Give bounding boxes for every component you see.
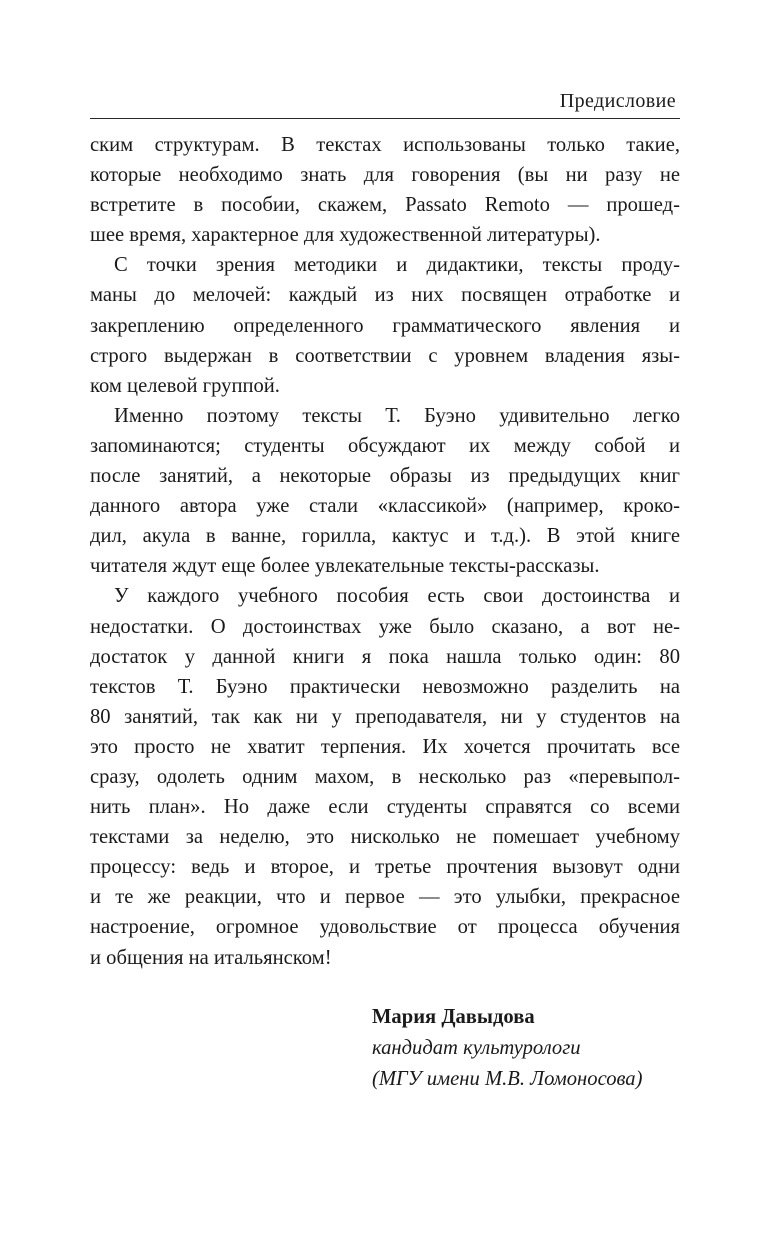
text-line: текстов Т. Буэно практически невозможно разделить на <box>90 675 680 698</box>
text-line: и те же реакции, что и первое — это улыбки, прекрасное <box>90 886 680 909</box>
text-line: процессу: ведь и второе, и третье прочтения вызовут одни <box>90 856 680 879</box>
text-line: С точки зрения методики и дидактики, тексты проду- <box>114 254 680 277</box>
text-line: настроение, огромное удовольствие от процесса обучения <box>90 916 680 939</box>
text-line: ком целевой группой. <box>90 374 280 397</box>
text-line: Именно поэтому тексты Т. Буэно удивительно легко <box>114 404 680 427</box>
text-line: достаток у данной книги я пока нашла только один: 80 <box>90 645 680 668</box>
text-line: маны до мелочей: каждый из них посвящен отработке и <box>90 284 680 307</box>
text-line: сразу, одолеть одним махом, в несколько раз «перевыпол- <box>90 765 680 788</box>
text-line: шее время, характерное для художественной литературы). <box>90 224 601 247</box>
signature-title: кандидат культурологи <box>372 1037 581 1059</box>
text-line: и общения на итальянском! <box>90 946 332 969</box>
text-line: закреплению определенного грамматического явления и <box>90 314 680 337</box>
text-line: текстами за неделю, это нисколько не помешает учебному <box>90 826 680 849</box>
body-text <box>90 130 680 973</box>
text-line: читателя ждут еще более увлекательные тексты-рассказы. <box>90 555 600 578</box>
text-line: дил, акула в ванне, горилла, кактус и т.д.). В этой книге <box>90 525 680 548</box>
signature-name: Мария Давыдова <box>372 1006 535 1028</box>
text-line: встретите в пособии, скажем, Passato Remoto — прошед- <box>90 194 680 217</box>
text-line: которые необходимо знать для говорения (вы ни разу не <box>90 164 680 187</box>
text-line: данного автора уже стали «классикой» (например, кроко- <box>90 495 680 518</box>
text-line: строго выдержан в соответствии с уровнем владения язы- <box>90 344 680 367</box>
text-line: нить план». Но даже если студенты справятся со всеми <box>90 796 680 819</box>
running-head <box>90 90 680 119</box>
text-line: 80 занятий, так как ни у преподавателя, ни у студентов на <box>90 705 680 728</box>
signature-affiliation: (МГУ имени М.В. Ломоносова) <box>372 1068 643 1090</box>
text-line: это просто не хватит терпения. Их хочется прочитать все <box>90 735 680 758</box>
text-line: запоминаются; студенты обсуждают их между собой и <box>90 434 680 457</box>
signature <box>372 1002 642 1095</box>
section-title: Предисловие <box>559 90 676 112</box>
text-line: недостатки. О достоинствах уже было сказано, а вот не- <box>90 615 680 638</box>
text-line: У каждого учебного пособия есть свои достоинства и <box>114 585 680 608</box>
text-line: ским структурам. В текстах использованы только такие, <box>90 134 680 156</box>
text-line: после занятий, а некоторые образы из предыдущих книг <box>90 465 680 488</box>
